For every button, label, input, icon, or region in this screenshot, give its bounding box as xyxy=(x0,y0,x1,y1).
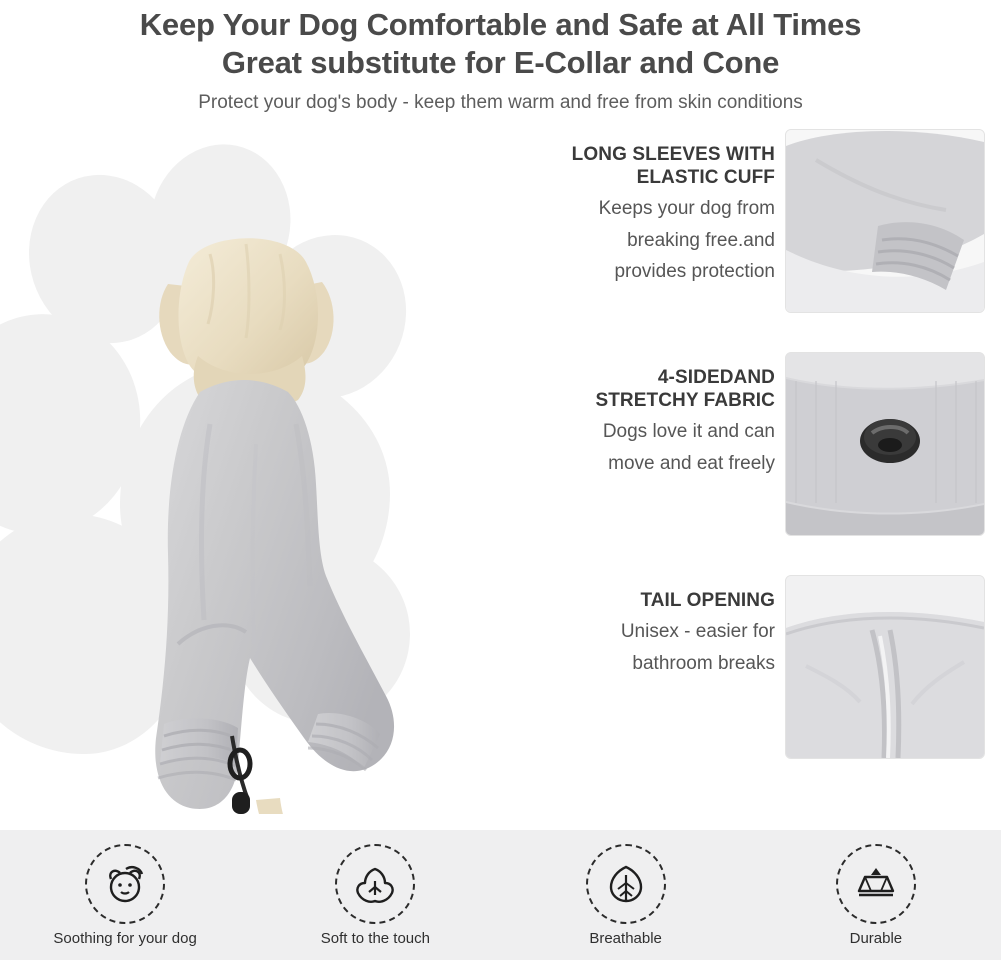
header xyxy=(0,0,1001,114)
feature-text-block xyxy=(505,352,785,476)
feature-desc-line-2: bathroom breaks xyxy=(632,652,775,674)
feature-title-line-1: 4-SIDEDAND xyxy=(657,366,775,388)
dog-wearing-suit-photo xyxy=(60,124,480,814)
fabric-snap-photo xyxy=(785,352,985,536)
fabric-snap-illustration xyxy=(786,353,984,535)
feature-title-line-2: STRETCHY FABRIC xyxy=(595,389,775,411)
diamond-durable-icon xyxy=(836,844,916,924)
feature-desc-line-1: Unisex - easier for xyxy=(620,620,775,642)
benefits-strip xyxy=(0,830,1001,960)
feature-title-line-1: TAIL OPENING xyxy=(640,589,775,611)
cotton-flower-icon xyxy=(335,844,415,924)
benefit-label: Breathable xyxy=(589,929,662,947)
feature-item xyxy=(480,129,985,329)
feature-desc-line-1: Keeps your dog from xyxy=(598,197,775,219)
feature-list xyxy=(480,129,985,798)
feature-text-block xyxy=(505,129,785,285)
headline-line-1: Keep Your Dog Comfortable and Safe at All Times xyxy=(139,7,862,42)
feature-title-line-1: LONG SLEEVES WITH xyxy=(571,143,775,165)
benefit-item xyxy=(501,844,751,947)
tail-opening-illustration xyxy=(786,576,984,758)
benefit-label: Soothing for your dog xyxy=(53,929,197,947)
feature-text-block xyxy=(505,575,785,676)
sleeve-cuff-illustration xyxy=(786,130,984,312)
feature-desc-line-2: breaking free.and xyxy=(627,229,775,251)
dog-face-icon xyxy=(85,844,165,924)
feature-desc-line-2: move and eat freely xyxy=(608,452,775,474)
product-stage xyxy=(0,114,1001,814)
feature-desc-line-1: Dogs love it and can xyxy=(602,420,775,442)
benefit-label: Durable xyxy=(849,929,903,947)
headline-line-2: Great substitute for E-Collar and Cone xyxy=(221,44,780,80)
benefit-item xyxy=(250,844,500,947)
sleeve-cuff-photo xyxy=(785,129,985,313)
dog-illustration xyxy=(60,124,480,814)
feature-title-line-2: ELASTIC CUFF xyxy=(636,166,775,188)
benefit-item xyxy=(0,844,250,947)
subheadline: Protect your dog's body - keep them warm and free from skin conditions xyxy=(198,91,803,113)
feature-item xyxy=(480,352,985,552)
feature-item xyxy=(480,575,985,775)
tail-opening-photo xyxy=(785,575,985,759)
benefit-item xyxy=(751,844,1001,947)
feature-desc-line-3: provides protection xyxy=(614,261,775,283)
benefit-label: Soft to the touch xyxy=(320,929,430,947)
breathable-leaf-icon xyxy=(586,844,666,924)
